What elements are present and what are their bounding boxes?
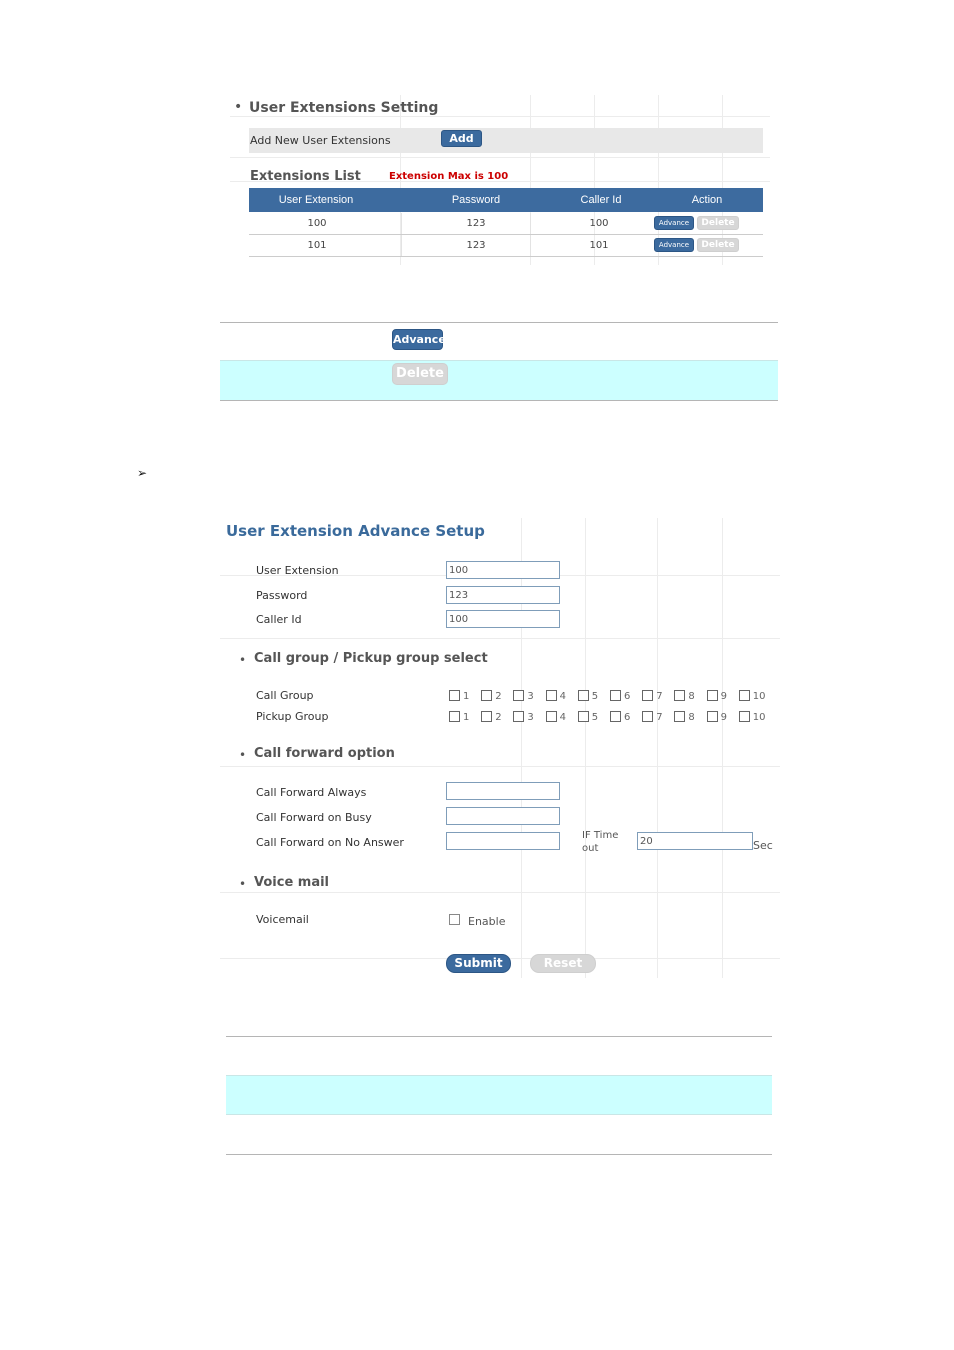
call-group-checkbox-3[interactable] <box>513 690 524 701</box>
cell-password: 123 <box>466 240 486 251</box>
call-forward-noanswer-label: Call Forward on No Answer <box>256 836 404 849</box>
call-forward-busy-label: Call Forward on Busy <box>256 811 372 824</box>
grid-line <box>220 892 780 893</box>
row-advance-button[interactable]: Advance <box>654 216 694 230</box>
row-delete-button[interactable]: Delete <box>697 216 739 230</box>
group-section-title: Call group / Pickup group select <box>254 651 488 666</box>
grid-line <box>230 116 770 117</box>
call-group-checkbox-2[interactable] <box>481 690 492 701</box>
extension-max-note: Extension Max is 100 <box>389 171 509 182</box>
legend-advance-button[interactable]: Advance <box>392 329 443 350</box>
voicemail-enable-checkbox[interactable] <box>449 914 460 925</box>
legend-divider <box>220 400 778 401</box>
pickup-group-number-10: 10 <box>752 712 766 723</box>
pickup-group-checkbox-2[interactable] <box>481 711 492 722</box>
call-group-number-6: 6 <box>624 691 631 702</box>
password-input[interactable]: 123 <box>446 586 560 604</box>
user-extension-input[interactable]: 100 <box>446 561 560 579</box>
row-delete-button[interactable]: Delete <box>697 238 739 252</box>
caller-id-input[interactable]: 100 <box>446 610 560 628</box>
pickup-group-checkbox-6[interactable] <box>610 711 621 722</box>
legend-row-highlight <box>220 361 778 400</box>
call-group-checkbox-10[interactable] <box>739 690 750 701</box>
call-group-number-8: 8 <box>688 691 695 702</box>
column-divider <box>530 235 531 256</box>
add-extension-bar <box>249 128 763 153</box>
legend-row-highlight <box>226 1076 772 1114</box>
column-header-action: Action <box>691 194 723 206</box>
caller-id-label: Caller Id <box>256 613 302 626</box>
pickup-group-number-5: 5 <box>591 712 599 723</box>
bullet-dot: • <box>239 653 247 667</box>
call-group-checkbox-9[interactable] <box>707 690 718 701</box>
bullet-dot: • <box>239 748 247 762</box>
column-divider <box>530 213 531 234</box>
pickup-group-checkbox-4[interactable] <box>546 711 557 722</box>
advance-setup-screenshot <box>220 518 780 978</box>
pickup-group-number-2: 2 <box>495 712 502 723</box>
grid-line <box>657 518 658 978</box>
section-title: User Extensions Setting <box>249 100 439 116</box>
column-header-caller-id: Caller Id <box>580 194 622 206</box>
cell-user-extension: 101 <box>307 240 327 251</box>
call-group-number-1: 1 <box>463 691 470 702</box>
pickup-group-checkbox-5[interactable] <box>578 711 589 722</box>
forward-section-title: Call forward option <box>254 746 395 761</box>
pickup-group-label: Pickup Group <box>256 710 329 723</box>
row-advance-button[interactable]: Advance <box>654 238 694 252</box>
user-extensions-screenshot <box>230 95 770 265</box>
call-forward-busy-input[interactable] <box>446 807 560 825</box>
bullet-dot: • <box>239 877 247 891</box>
pickup-group-checkbox-7[interactable] <box>642 711 653 722</box>
call-group-number-9: 9 <box>720 691 727 702</box>
cell-caller-id: 101 <box>589 240 609 251</box>
legend-divider <box>220 322 778 323</box>
reset-button[interactable]: Reset <box>530 954 596 973</box>
pickup-group-number-9: 9 <box>720 712 727 723</box>
call-group-number-3: 3 <box>527 691 534 702</box>
call-forward-always-input[interactable] <box>446 782 560 800</box>
add-button[interactable]: Add <box>441 130 482 147</box>
call-forward-noanswer-input[interactable] <box>446 832 560 850</box>
pickup-group-number-1: 1 <box>463 712 470 723</box>
pickup-group-checkbox-3[interactable] <box>513 711 524 722</box>
timeout-label-2: out <box>582 843 599 854</box>
call-forward-always-label: Call Forward Always <box>256 786 367 799</box>
user-extension-label: User Extension <box>256 564 339 577</box>
grid-line <box>220 766 780 767</box>
call-group-number-2: 2 <box>495 691 502 702</box>
call-group-checkbox-4[interactable] <box>546 690 557 701</box>
table-row <box>249 235 763 257</box>
cell-user-extension: 100 <box>307 218 327 229</box>
add-extension-label: Add New User Extensions <box>250 134 391 147</box>
submit-button[interactable]: Submit <box>446 954 511 973</box>
call-group-number-7: 7 <box>656 691 663 702</box>
bullet-dot: • <box>234 99 243 115</box>
pickup-group-checkbox-9[interactable] <box>707 711 718 722</box>
call-group-checkbox-6[interactable] <box>610 690 621 701</box>
pickup-group-number-6: 6 <box>624 712 631 723</box>
arrow-bullet-icon: ➢ <box>137 466 148 480</box>
timeout-label: IF Time <box>582 830 619 841</box>
column-header-password: Password <box>451 194 501 206</box>
grid-line <box>722 518 723 978</box>
pickup-group-checkbox-8[interactable] <box>674 711 685 722</box>
table-header <box>249 188 763 212</box>
legend-divider <box>226 1114 772 1115</box>
grid-line <box>230 157 770 158</box>
call-group-number-4: 4 <box>559 691 566 702</box>
grid-line <box>220 638 780 639</box>
extensions-list-title: Extensions List <box>250 169 361 184</box>
timeout-unit: Sec <box>753 839 773 852</box>
legend-delete-button[interactable]: Delete <box>392 363 448 385</box>
column-header-user-extension: User Extension <box>278 194 354 206</box>
legend-divider <box>226 1036 772 1037</box>
voicemail-section-title: Voice mail <box>254 875 330 890</box>
table-row <box>249 213 763 235</box>
call-group-checkbox-8[interactable] <box>674 690 685 701</box>
page-title: User Extension Advance Setup <box>226 522 485 540</box>
call-group-checkbox-1[interactable] <box>449 690 460 701</box>
password-label: Password <box>256 589 308 602</box>
pickup-group-number-8: 8 <box>688 712 695 723</box>
cell-password: 123 <box>466 218 486 229</box>
pickup-group-checkbox-1[interactable] <box>449 711 460 722</box>
call-group-checkbox-7[interactable] <box>642 690 653 701</box>
pickup-group-number-4: 4 <box>559 712 566 723</box>
voicemail-label: Voicemail <box>256 913 309 926</box>
legend-divider <box>226 1154 772 1155</box>
call-group-label: Call Group <box>256 689 314 702</box>
grid-line <box>585 518 586 978</box>
cell-caller-id: 100 <box>589 218 609 229</box>
call-group-number-10: 10 <box>752 691 766 702</box>
call-group-checkbox-5[interactable] <box>578 690 589 701</box>
pickup-group-number-7: 7 <box>656 712 663 723</box>
voicemail-enable-label: Enable <box>468 915 506 928</box>
timeout-input[interactable]: 20 <box>637 832 753 850</box>
pickup-group-number-3: 3 <box>527 712 534 723</box>
call-group-number-5: 5 <box>591 691 599 702</box>
pickup-group-checkbox-10[interactable] <box>739 711 750 722</box>
